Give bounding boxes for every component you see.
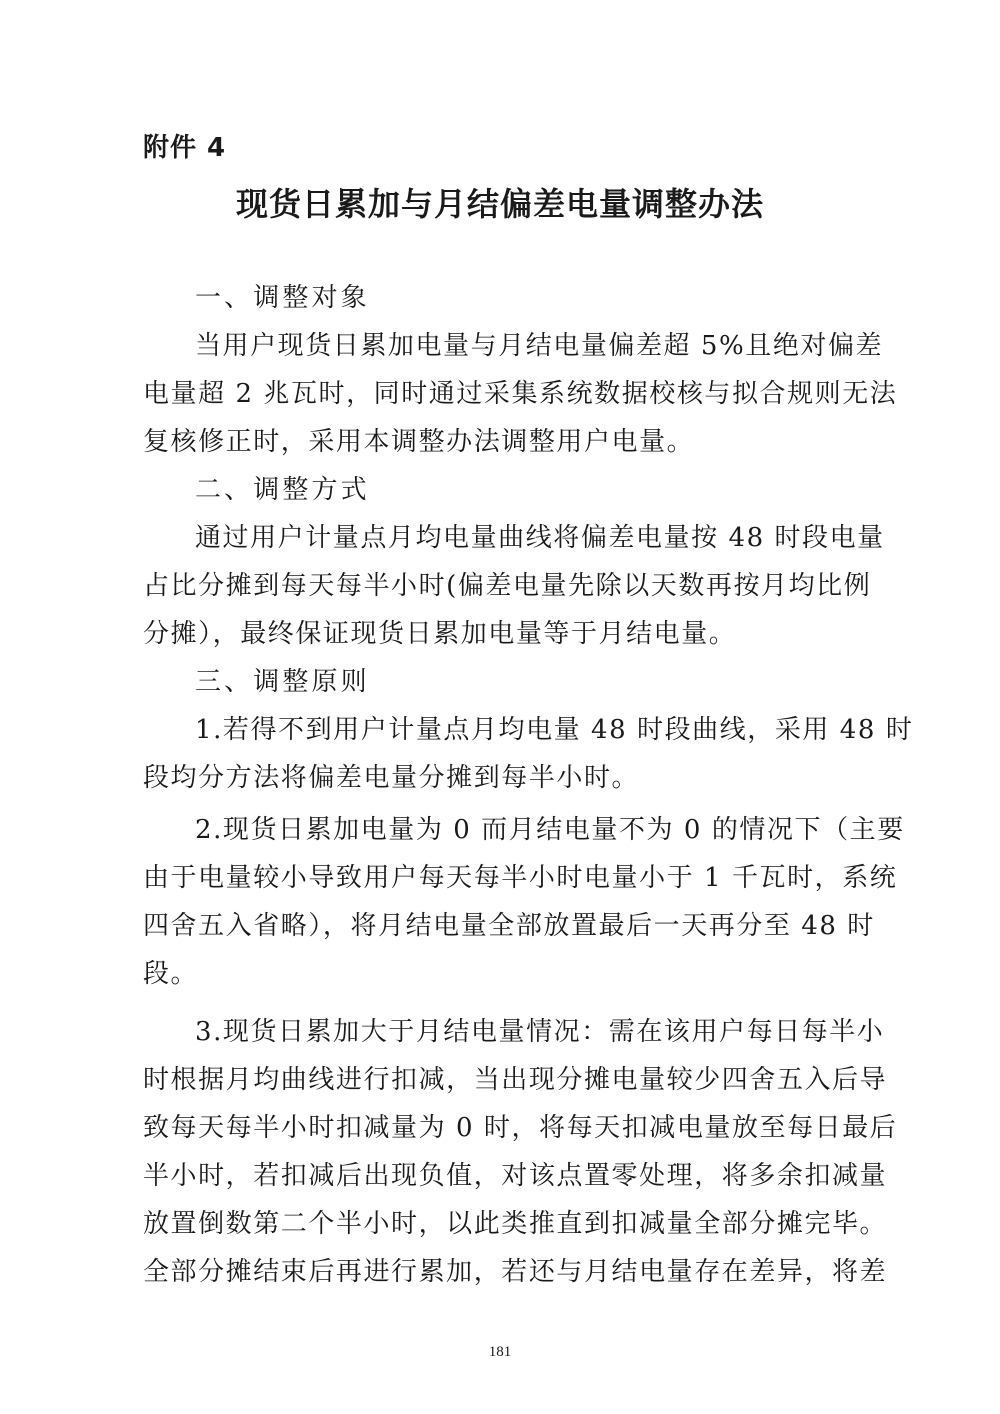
paragraph-line: 通过用户计量点月均电量曲线将偏差电量按 48 时段电量 xyxy=(195,523,885,553)
paragraph-line: 四舍五入省略），将月结电量全部放置最后一天再分至 48 时 xyxy=(143,911,875,941)
section-3-paragraph-1 xyxy=(143,706,914,802)
paragraph-line: 全部分摊结束后再进行累加，若还与月结电量存在差异，将差 xyxy=(143,1257,888,1287)
paragraph-line: 时根据月均曲线进行扣减，当出现分摊电量较少四舍五入后导 xyxy=(143,1065,888,1095)
section-1-paragraph-1 xyxy=(143,322,898,466)
paragraph-line: 当用户现货日累加电量与月结电量偏差超 5%且绝对偏差 xyxy=(195,331,884,361)
paragraph-line: 段均分方法将偏差电量分摊到每半小时。 xyxy=(143,763,640,793)
section-2-paragraph-1 xyxy=(143,514,885,658)
paragraph-line: 2.现货日累加电量为 0 而月结电量不为 0 的情况下（主要 xyxy=(195,815,905,845)
paragraph-line: 段。 xyxy=(143,959,199,989)
paragraph-line: 半小时，若扣减后出现负值，对该点置零处理，将多余扣减量 xyxy=(143,1161,888,1191)
attachment-label: 附件 4 xyxy=(143,133,227,163)
section-heading-3: 三、调整原则 xyxy=(195,667,370,697)
section-heading-1: 一、调整对象 xyxy=(195,283,370,313)
paragraph-line: 电量超 2 兆瓦时，同时通过采集系统数据校核与拟合规则无法 xyxy=(143,379,898,409)
section-3-paragraph-2 xyxy=(143,806,905,998)
paragraph-line: 分摊），最终保证现货日累加电量等于月结电量。 xyxy=(143,619,737,649)
document-title: 现货日累加与月结偏差电量调整办法 xyxy=(235,185,764,223)
paragraph-line: 复核修正时，采用本调整办法调整用户电量。 xyxy=(143,427,695,457)
paragraph-line: 致每天每半小时扣减量为 0 时，将每天扣减电量放至每日最后 xyxy=(143,1113,898,1143)
page-number: 181 xyxy=(488,1344,512,1360)
paragraph-line: 占比分摊到每天每半小时(偏差电量先除以天数再按月均比例 xyxy=(143,571,872,601)
paragraph-line: 1.若得不到用户计量点月均电量 48 时段曲线，采用 48 时 xyxy=(195,715,914,745)
section-3-paragraph-3 xyxy=(143,1008,898,1296)
paragraph-line: 放置倒数第二个半小时，以此类推直到扣减量全部分摊完毕。 xyxy=(143,1209,888,1239)
paragraph-line: 由于电量较小导致用户每天每半小时电量小于 1 千瓦时，系统 xyxy=(143,863,898,893)
paragraph-line: 3.现货日累加大于月结电量情况：需在该用户每日每半小 xyxy=(195,1017,885,1047)
section-heading-2: 二、调整方式 xyxy=(195,475,370,505)
document-body xyxy=(143,274,914,1296)
